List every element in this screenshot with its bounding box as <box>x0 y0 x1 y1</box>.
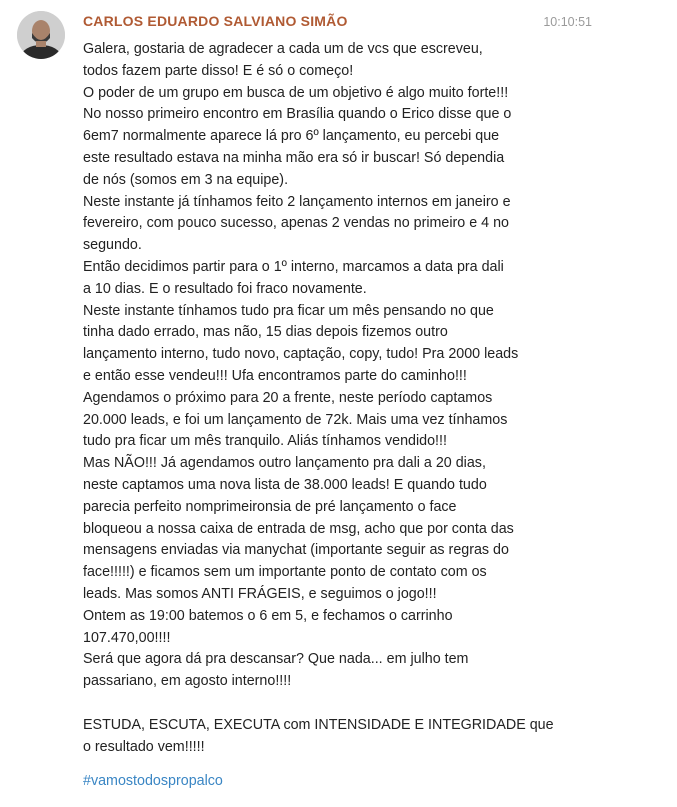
message-timestamp: 10:10:51 <box>543 15 592 29</box>
message-line: Galera, gostaria de agradecer a cada um de vcs que escreveu, <box>83 41 483 57</box>
message-line: de nós (somos em 3 na equipe). <box>83 171 289 188</box>
message-line: Será que agora dá pra descansar? Que nada... em julho tem <box>83 651 469 668</box>
message-line <box>83 693 543 715</box>
avatar-image <box>17 11 65 59</box>
message-line: Mas NÃO!!! Já agendamos outro lançamento pra dali a 20 dias, <box>83 455 486 472</box>
message-line: passariano, em agosto interno!!!! <box>83 673 292 690</box>
message-line: Neste instante já tínhamos feito 2 lançamento internos em janeiro e <box>83 193 511 210</box>
message-line: fevereiro, com pouco sucesso, apenas 2 vendas no primeiro e 4 no <box>83 215 509 232</box>
message-line: este resultado estava na minha mão era só ir buscar! Só dependia <box>83 149 505 166</box>
message-line: face!!!!!) e ficamos sem um importante ponto de contato com os <box>83 564 487 581</box>
message-line: e então esse vendeu!!! Ufa encontramos parte do caminho!!! <box>83 367 467 384</box>
message-line: Agendamos o próximo para 20 a frente, neste período captamos <box>83 389 493 406</box>
message-line: O poder de um grupo em busca de um objetivo é algo muito forte!!! <box>83 84 509 101</box>
message-line: bloqueou a nossa caixa de entrada de msg, acho que por conta das <box>83 520 514 537</box>
message-line: tudo pra ficar um mês tranquilo. Aliás tínhamos vendido!!! <box>83 433 447 450</box>
message-body <box>83 39 554 758</box>
message-line: ESTUDA, ESCUTA, EXECUTA com INTENSIDADE E INTEGRIDADE que <box>83 716 554 733</box>
message-line: Ontem as 19:00 batemos o 6 em 5, e fechamos o carrinho <box>83 607 453 624</box>
message-line: neste captamos uma nova lista de 38.000 leads! E quando tudo <box>83 476 487 493</box>
message-line: 6em7 normalmente aparece lá pro 6º lançamento, eu percebi que <box>83 128 500 145</box>
message-line: todos fazem parte disso! E é só o começo! <box>83 62 354 79</box>
sender-name[interactable]: CARLOS EDUARDO SALVIANO SIMÃO <box>83 13 348 29</box>
message-line: segundo. <box>83 237 142 254</box>
message-line: a 10 dias. E o resultado foi fraco novamente. <box>83 280 367 297</box>
message-line: tinha dado errado, mas não, 15 dias depois fizemos outro <box>83 324 448 341</box>
message-line: Neste instante tínhamos tudo pra ficar um mês pensando no que <box>83 302 494 319</box>
message-line: 20.000 leads, e foi um lançamento de 72k. Mais uma vez tínhamos <box>83 411 508 428</box>
message-line: No nosso primeiro encontro em Brasília quando o Erico disse que o <box>83 106 512 123</box>
message-line: parecia perfeito nomprimeironsia de pré lançamento o face <box>83 498 457 515</box>
message-line: Então decidimos partir para o 1º interno, marcamos a data pra dali <box>83 258 504 275</box>
message-line: mensagens enviadas via manychat (importante seguir as regras do <box>83 542 509 559</box>
avatar[interactable] <box>17 11 65 59</box>
message-line: o resultado vem!!!!! <box>83 738 205 755</box>
message-line: 107.470,00!!!! <box>83 629 171 646</box>
hashtag-link[interactable]: #vamostodospropalco <box>83 773 223 789</box>
message-line: lançamento interno, tudo novo, captação, copy, tudo! Pra 2000 leads <box>83 346 519 363</box>
message-line: leads. Mas somos ANTI FRÁGEIS, e seguimos o jogo!!! <box>83 585 437 602</box>
